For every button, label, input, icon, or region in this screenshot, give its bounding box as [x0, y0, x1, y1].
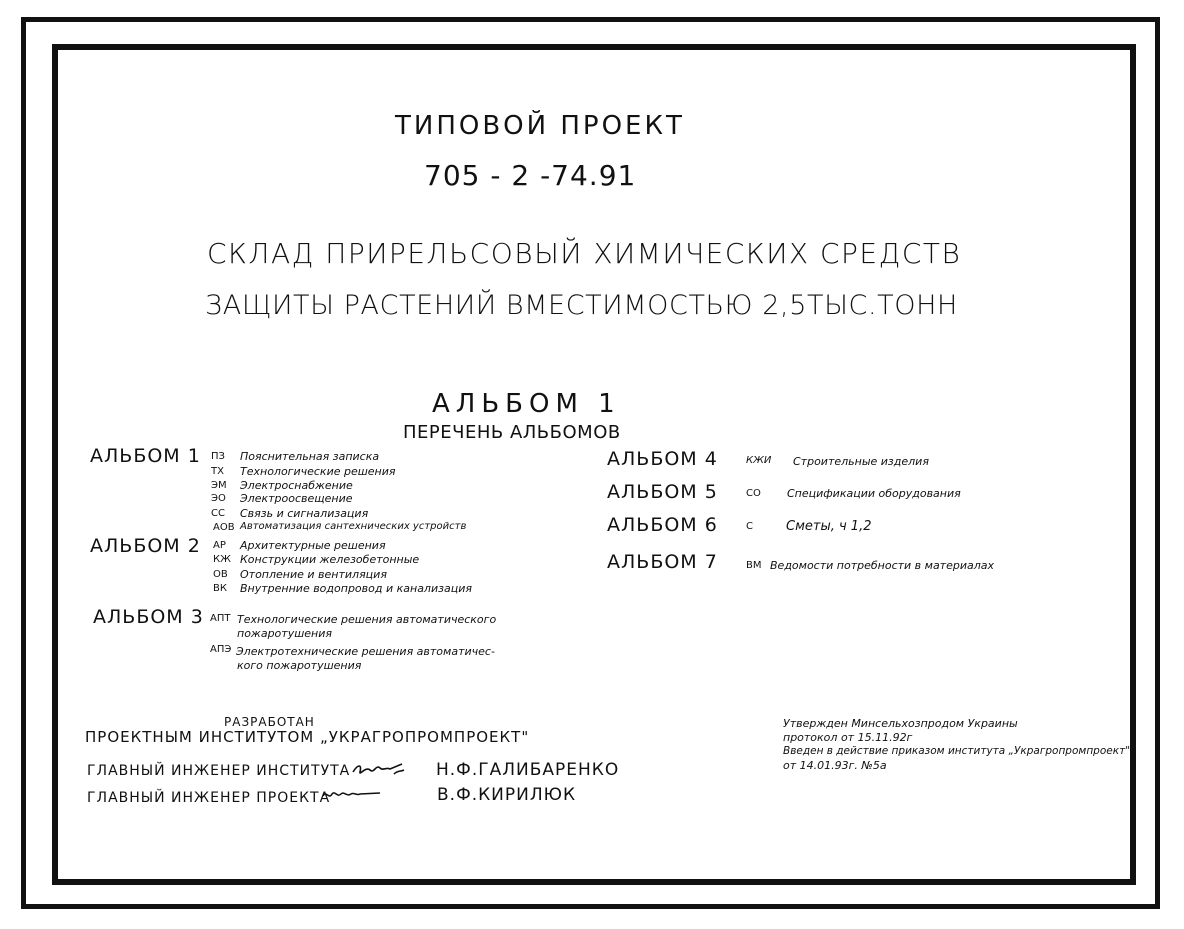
- album-2-item-text: Архитектурные решения: [240, 539, 386, 552]
- chief-institute-label: ГЛАВНЫЙ ИНЖЕНЕР ИНСТИТУТА: [87, 763, 351, 779]
- developed-label: РАЗРАБОТАН: [224, 715, 315, 729]
- album-7-text: Ведомости потребности в материалах: [770, 559, 995, 572]
- title-line-2: ЗАЩИТЫ РАСТЕНИЙ ВМЕСТИМОСТЬЮ 2,5ТЫС.ТОНН: [205, 290, 958, 321]
- album-1-item-text: Электроосвещение: [240, 492, 353, 505]
- album-4-code: КЖИ: [746, 455, 772, 466]
- album-1-item-text: Электроснабжение: [240, 479, 353, 492]
- album-4-text: Строительные изделия: [793, 455, 929, 468]
- album-6-code: С: [746, 521, 753, 532]
- album-1-item-code: ТХ: [211, 466, 224, 477]
- approval-line-4: от 14.01.93г. №5а: [783, 759, 887, 772]
- album-2-item-code: ОВ: [213, 569, 228, 580]
- album-5-code: СО: [746, 488, 761, 499]
- album-5-name: АЛЬБОМ 5: [607, 481, 718, 503]
- album-7-name: АЛЬБОМ 7: [607, 551, 718, 573]
- list-title: ПЕРЕЧЕНЬ АЛЬБОМОВ: [403, 422, 621, 443]
- album-4-name: АЛЬБОМ 4: [607, 448, 718, 470]
- chief-project-name: В.Ф.КИРИЛЮК: [437, 785, 577, 805]
- album-2-item-code: КЖ: [213, 554, 231, 565]
- approval-line-2: протокол от 15.11.92г: [783, 731, 913, 744]
- album-1-item-code: СС: [211, 508, 225, 519]
- chief-institute-name: Н.Ф.ГАЛИБАРЕНКО: [436, 760, 620, 780]
- album-6-text: Сметы, ч 1,2: [786, 519, 872, 534]
- album-3-name: АЛЬБОМ 3: [93, 606, 204, 628]
- album-3-item-text-cont: пожаротушения: [237, 627, 332, 640]
- album-5-text: Спецификации оборудования: [787, 487, 961, 500]
- album-3-item-code: АПЭ: [210, 644, 232, 655]
- album-3-item-text: Технологические решения автоматического: [237, 613, 497, 626]
- institute-line: ПРОЕКТНЫМ ИНСТИТУТОМ „УКРАГРОПРОМПРОЕКТ": [85, 728, 530, 746]
- album-3-item-text: Электротехнические решения автоматичес-: [236, 645, 495, 658]
- album-title: АЛЬБОМ 1: [432, 389, 621, 419]
- album-2-item-text: Отопление и вентиляция: [240, 568, 387, 581]
- album-1-item-code: ЭМ: [211, 480, 227, 491]
- signature-chief-institute: [350, 758, 408, 780]
- album-1-name: АЛЬБОМ 1: [90, 445, 201, 467]
- album-6-name: АЛЬБОМ 6: [607, 514, 718, 536]
- chief-project-label: ГЛАВНЫЙ ИНЖЕНЕР ПРОЕКТА: [87, 790, 331, 806]
- album-1-item-code: АОВ: [213, 522, 235, 533]
- approval-line-1: Утвержден Минсельхозпродом Украины: [783, 717, 1018, 730]
- album-2-item-code: ВК: [213, 583, 227, 594]
- album-2-item-text: Конструкции железобетонные: [240, 553, 420, 566]
- title-line-1: СКЛАД ПРИРЕЛЬСОВЫЙ ХИМИЧЕСКИХ СРЕДСТВ: [207, 237, 962, 270]
- album-3-item-code: АПТ: [210, 613, 231, 624]
- album-1-item-text: Технологические решения: [240, 465, 396, 478]
- approval-line-3: Введен в действие приказом института „Украгропромпроект": [783, 745, 1131, 757]
- project-type: ТИПОВОЙ ПРОЕКТ: [395, 111, 685, 141]
- album-7-code: ВМ: [746, 560, 762, 571]
- signature-chief-project: [320, 786, 386, 804]
- album-1-item-text: Автоматизация сантехнических устройств: [240, 521, 467, 532]
- album-1-item-text: Связь и сигнализация: [240, 507, 369, 520]
- album-2-item-code: АР: [213, 540, 226, 551]
- album-3-item-text-cont: кого пожаротушения: [237, 659, 362, 672]
- album-2-item-text: Внутренние водопровод и канализация: [240, 582, 472, 595]
- album-1-item-code: ЭО: [211, 493, 226, 504]
- album-1-item-text: Пояснительная записка: [240, 450, 380, 463]
- album-1-item-code: ПЗ: [211, 451, 225, 462]
- project-number: 705 - 2 -74.91: [424, 159, 637, 192]
- album-2-name: АЛЬБОМ 2: [90, 535, 201, 557]
